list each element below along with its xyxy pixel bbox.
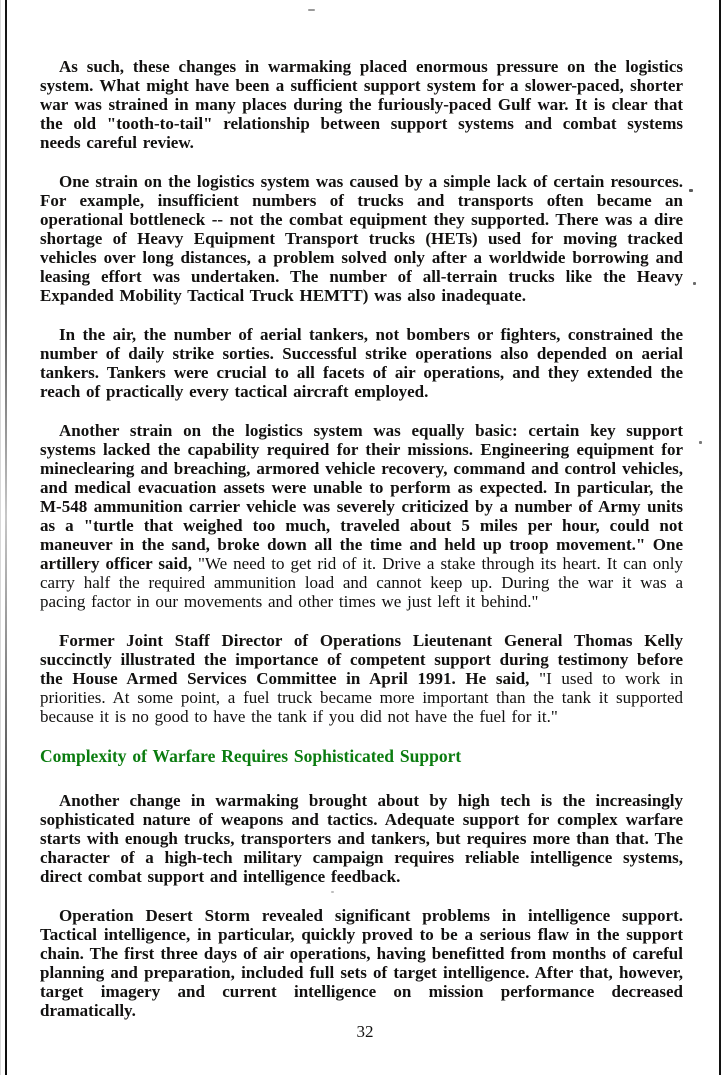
paragraph-5 <box>40 631 683 726</box>
paragraph-4-quote: "We need to get rid of it. Drive a stake through its heart. It can only carry half the required ammunition load and cannot keep up. During the war it was a pacing factor in our movements and other times we just left it behind." <box>40 554 683 611</box>
page-number: 32 <box>356 1022 374 1041</box>
scan-edge-artifact-right <box>719 0 721 1075</box>
scan-speck <box>689 189 693 192</box>
paragraph-5-text-bold: Former Joint Staff Director of Operations Lieutenant General Thomas Kelly succinctly illustrated the importance of competent support during testimony before the House Armed Services Committee in April 1991. He said, <box>40 631 683 688</box>
scan-speck <box>693 282 696 285</box>
paragraph-6-text: Another change in warmaking brought about by high tech is the increasingly sophisticated nature of weapons and tactics. Adequate support for complex warfare starts with enough trucks, transporters and tankers, but requires more than that. The character of a high-tech military campaign requires reliable intelligence systems, direct combat support and intelligence feedback. <box>40 791 683 886</box>
scan-edge-artifact-left <box>5 0 7 1075</box>
body-text-block <box>40 57 683 1040</box>
paragraph-7-text: Operation Desert Storm revealed significant problems in intelligence support. Tactical intelligence, in particular, quickly proved to be a serious flaw in the support chain. The first three days of air operations, having benefitted from months of careful planning and preparation, included full sets of target intelligence. After that, however, target imagery and current intelligence on mission performance decreased dramatically. <box>40 906 683 1020</box>
scan-speck <box>699 441 702 444</box>
paragraph-1 <box>40 57 683 152</box>
scan-edge-artifact-left-faint <box>0 0 1 1075</box>
scan-speck <box>308 9 315 11</box>
paragraph-4-text-bold: Another strain on the logistics system was equally basic: certain key support systems lacked the capability required for their missions. Engineering equipment for mineclearing and breaching, armored vehicle recovery, command and control vehicles, and medical evacuation assets were unable to perform as expected. In particular, the M-548 ammunition carrier vehicle was severely criticized by a number of Army units as a "turtle that weighed too much, traveled about 5 miles per hour, could not maneuver in the sand, broke down all the time and held up troop movement." One artillery officer said, <box>40 421 683 573</box>
section-heading: Complexity of Warfare Requires Sophisticated Support <box>40 746 462 766</box>
paragraph-2-text: One strain on the logistics system was caused by a simple lack of certain resources. For example, insufficient numbers of trucks and transports often became an operational bottleneck -- not the combat equipment they supported. There was a dire shortage of Heavy Equipment Transport trucks (HETs) used for moving tracked vehicles over long distances, a problem solved only after a worldwide borrowing and leasing effort was undertaken. The number of all-terrain trucks like the Heavy Expanded Mobility Tactical Truck HEMTT) was also inadequate. <box>40 172 683 305</box>
paragraph-2 <box>40 172 683 305</box>
paragraph-4 <box>40 421 683 611</box>
paragraph-3 <box>40 325 683 401</box>
paragraph-6 <box>40 791 683 886</box>
paragraph-1-text: As such, these changes in warmaking placed enormous pressure on the logistics system. What might have been a sufficient support system for a slower-paced, shorter war was strained in many places during the furiously-paced Gulf war. It is clear that the old "tooth-to-tail" relationship between support systems and combat systems needs careful review. <box>40 57 683 152</box>
paragraph-5-quote: "I used to work in priorities. At some point, a fuel truck became more important than the tank it supported because it is no good to have the tank if you did not have the fuel for it." <box>40 669 684 726</box>
paragraph-3-text: In the air, the number of aerial tankers, not bombers or fighters, constrained the number of daily strike sorties. Successful strike operations also depended on aerial tankers. Tankers were crucial to all facets of air operations, and they extended the reach of practically every tactical aircraft employed. <box>40 325 683 401</box>
paragraph-7 <box>40 906 683 1020</box>
